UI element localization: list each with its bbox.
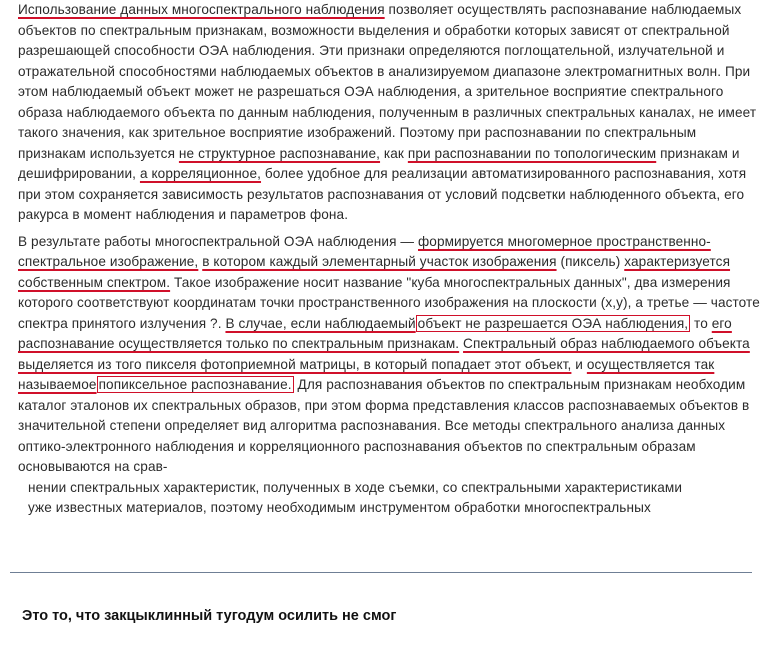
- text-run: признакам и дешифрировании,: [18, 145, 740, 181]
- paragraph-2: [18, 232, 763, 478]
- highlight-underline: при распознавании по топологическим: [407, 145, 657, 161]
- highlight-underline: формируется многомерное пространственно-спектральное изображение,: [18, 233, 711, 269]
- text-run: как: [380, 145, 408, 161]
- document-text: [18, 0, 763, 519]
- text-run: и: [571, 356, 587, 372]
- divider: [10, 572, 752, 573]
- highlight-underline: не структурное распознавание,: [178, 145, 381, 161]
- highlight-underline: осуществляется так называемое: [18, 356, 715, 392]
- text-line: нении спектральных характеристик, полученных в ходе съемки, со спектральными характеристиками: [28, 479, 683, 495]
- text-line: уже известных материалов, поэтому необходимым инструментом обработки многоспектральных: [28, 500, 651, 515]
- highlight-underline: в котором каждый элементарный участок изображения: [202, 254, 557, 269]
- text-run: позволяет осуществлять распознавание наблюдаемых объектов по спектральным признакам, возможности выделения и обработки которых зависят от спектральной разрешающей способности ОЭА наблюдения. Эти признаки определяются поглощательной, излучательной и отражательной способностями наблюдаемых объектов в анализируемом диапазоне электромагнитных волн. При этом наблюдаемый объект может не разрешаться ОЭА наблюдения, а зрительное восприятие спектрального образа наблюдаемого объекта по данным наблюдения, полученным в различных спектральных каналах, не имеет такого значения, как зрительное восприятие изображений. Поэтому при распознавании по спектральным признакам используется: [18, 2, 757, 161]
- text-run: (пиксель): [556, 254, 625, 269]
- highlight-underline: а корреляционное,: [139, 166, 262, 181]
- text-run: Такое изображение носит название "куба многоспектральных данных", два измерения которого соответствуют координатам точки пространственного изображения на плоскости (x,y), а третье — частоте спектра принятого излучения ?.: [18, 274, 760, 331]
- text-run: Для распознавания объектов по спектральным признакам необходим каталог эталонов их спектральных образов, при этом форма представления классов распознаваемых объектов в значительной степени определяет вид алгоритма распознавания. Все методы спектрального анализа данных оптико-электронного наблюдения и корреляционного распознавания объектов по спектральным образам основываются на срав-: [18, 377, 750, 474]
- paragraph-1: [18, 0, 763, 226]
- highlight-underline: характеризуется собственным спектром.: [18, 254, 731, 290]
- highlight-underline: В случае, если наблюдаемый: [225, 315, 416, 331]
- highlight-underline: Использование данных многоспектрального наблюдения: [18, 2, 385, 17]
- highlight-box: объект не разрешается ОЭА наблюдения,: [417, 315, 689, 331]
- text-run: В результате работы многоспектральной ОЭА наблюдения —: [18, 233, 418, 249]
- highlight-underline: его распознавание осуществляется только по спектральным признакам.: [18, 315, 732, 351]
- text-run: то: [690, 315, 712, 331]
- highlight-box: попиксельное распознавание.: [98, 377, 292, 392]
- text-run: более удобное для реализации автоматизированного распознавания, хотя при этом сохраняется зависимость результатов распознавания от условий подсветки наблюденного объекта, его ракурса в момент наблюдения и параметров фона.: [18, 166, 747, 222]
- highlight-underline: Спектральный образ наблюдаемого объекта выделяется из того пикселя фотоприемной матрицы, в который попадает этот объект,: [18, 336, 750, 372]
- caption-text: Это то, что закцыклинный тугодум осилить не смог: [22, 608, 397, 624]
